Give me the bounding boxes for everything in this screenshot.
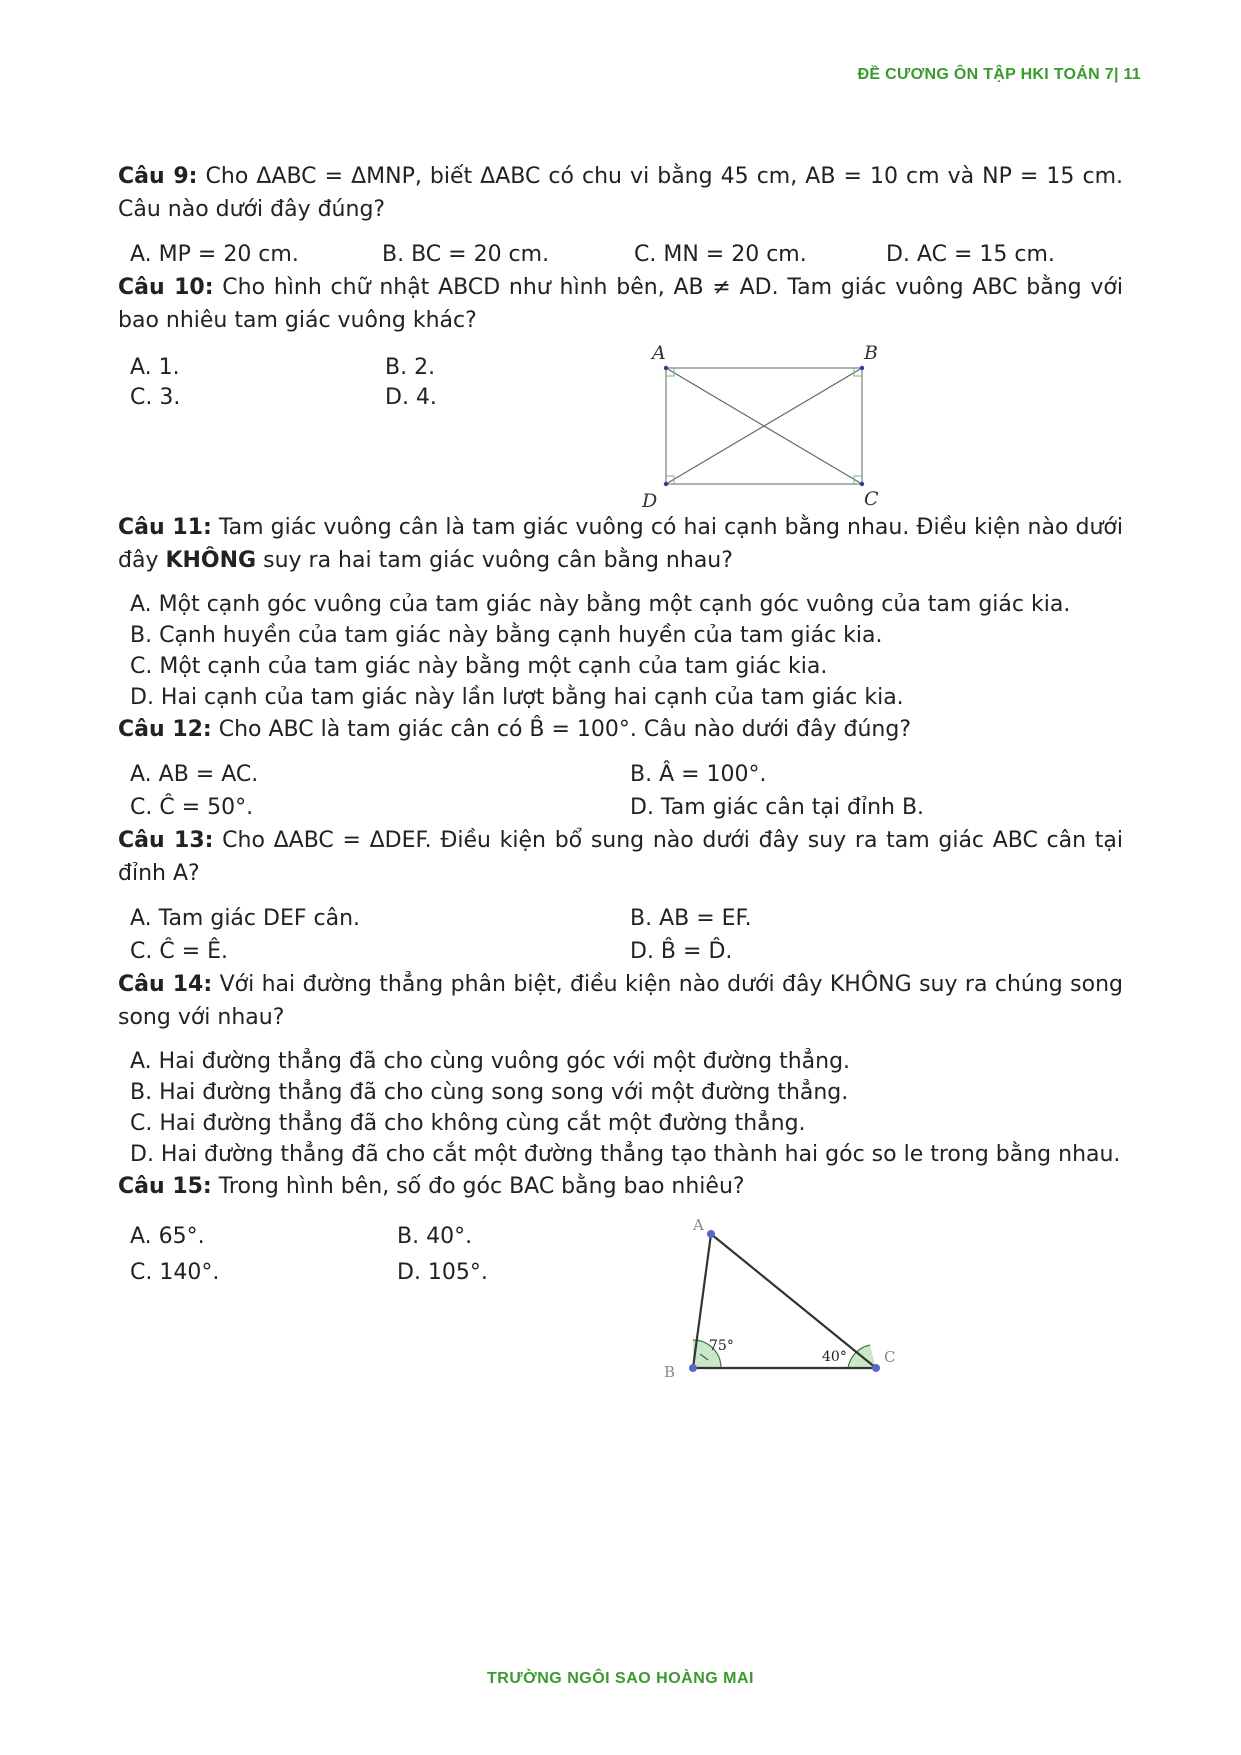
question-9 (118, 160, 1123, 271)
option-c: C. MN = 20 cm. (634, 242, 807, 267)
option-a: A. Tam giác DEF cân. (130, 906, 361, 931)
triangle-figure (664, 1210, 944, 1410)
option-d: D. AC = 15 cm. (886, 242, 1055, 267)
question-13 (118, 824, 1123, 968)
option-c: C. Hai đường thẳng đã cho không cùng cắt một đường thẳng. (130, 1111, 806, 1136)
option-d: D. 105°. (397, 1260, 488, 1285)
vertex-label-d: D (642, 490, 658, 512)
question-10 (118, 271, 1123, 511)
question-text: Với hai đường thẳng phân biệt, điều kiện nào dưới đây KHÔNG suy ra chúng song song với nhau? (118, 972, 1123, 1030)
question-text: Cho hình chữ nhật ABCD như hình bên, AB ≠ AD. Tam giác vuông ABC bằng với bao nhiêu tam giác vuông khác? (118, 275, 1123, 333)
question-label: Câu 10: (118, 275, 214, 300)
question-12 (118, 713, 1123, 824)
question-text: Tam giác vuông cân là tam giác vuông có hai cạnh bằng nhau. Điều kiện nào dưới đây (118, 515, 1123, 573)
option-d: D. Tam giác cân tại đỉnh B. (630, 795, 925, 820)
option-b: B. Cạnh huyền của tam giác này bằng cạnh huyền của tam giác kia. (130, 623, 883, 648)
option-b: B. BC = 20 cm. (382, 242, 550, 267)
vertex-label-a: A (693, 1216, 704, 1234)
vertex-label-a: A (652, 343, 666, 364)
option-d: D. Hai đường thẳng đã cho cắt một đường thẳng tạo thành hai góc so le trong bằng nhau. (130, 1142, 1121, 1167)
options (130, 902, 1123, 968)
options (130, 758, 1123, 824)
vertex-label-c: C (864, 488, 879, 510)
option-a: A. 65°. (130, 1224, 205, 1249)
option-b: B. AB = EF. (630, 906, 752, 931)
option-a: A. Hai đường thẳng đã cho cùng vuông góc với một đường thẳng. (130, 1049, 851, 1074)
options (130, 238, 1123, 271)
question-label: Câu 12: (118, 717, 212, 742)
option-b: B. 2. (385, 355, 436, 380)
option-b: B. Â = 100°. (630, 762, 767, 787)
option-a: A. AB = AC. (130, 762, 259, 787)
question-text-cont: suy ra hai tam giác vuông cân bằng nhau? (256, 548, 733, 573)
vertex-label-b: B (664, 1363, 676, 1381)
option-a: A. MP = 20 cm. (130, 242, 299, 267)
question-11 (118, 511, 1123, 713)
angle-label-c: 40° (822, 1349, 847, 1365)
vertex-label-b: B (864, 343, 878, 364)
option-c: C. Ĉ = Ê. (130, 939, 229, 964)
option-c: C. 3. (130, 385, 181, 410)
question-text: Cho ABC là tam giác cân có B̂ = 100°. Câu nào dưới đây đúng? (211, 717, 911, 742)
question-label: Câu 15: (118, 1174, 212, 1199)
option-b: B. Hai đường thẳng đã cho cùng song song với một đường thẳng. (130, 1080, 849, 1105)
page-footer: TRƯỜNG NGÔI SAO HOÀNG MAI (487, 1670, 754, 1687)
option-a: A. Một cạnh góc vuông của tam giác này bằng một cạnh góc vuông của tam giác kia. (130, 592, 1071, 617)
page-header: ĐỀ CƯƠNG ÔN TẬP HKI TOÁN 7| 11 (857, 66, 1141, 83)
question-14 (118, 968, 1123, 1170)
question-label: Câu 9: (118, 164, 198, 189)
options (130, 589, 1123, 713)
option-c: C. Ĉ = 50°. (130, 795, 254, 820)
question-label: Câu 11: (118, 515, 212, 540)
option-c: C. Một cạnh của tam giác này bằng một cạnh của tam giác kia. (130, 654, 828, 679)
emphasis: KHÔNG (165, 548, 257, 573)
content (118, 160, 1123, 1400)
option-a: A. 1. (130, 355, 180, 380)
angle-label-b: 75° (709, 1338, 734, 1354)
question-text: Trong hình bên, số đo góc BAC bằng bao nhiêu? (211, 1174, 745, 1199)
option-d: D. 4. (385, 385, 437, 410)
options (130, 1219, 1123, 1291)
option-b: B. 40°. (397, 1224, 473, 1249)
rectangle-figure (630, 343, 900, 513)
options (130, 1046, 1123, 1170)
question-text: Cho ΔABC = ΔDEF. Điều kiện bổ sung nào dưới đây suy ra tam giác ABC cân tại đỉnh A? (118, 828, 1123, 886)
vertex-label-c: C (884, 1348, 896, 1366)
option-d: D. Hai cạnh của tam giác này lần lượt bằng hai cạnh của tam giác kia. (130, 685, 904, 710)
question-label: Câu 13: (118, 828, 214, 853)
option-d: D. B̂ = D̂. (630, 939, 733, 964)
option-c: C. 140°. (130, 1260, 220, 1285)
question-15 (118, 1170, 1123, 1400)
options (130, 353, 1123, 413)
question-text: Cho ΔABC = ΔMNP, biết ΔABC có chu vi bằng 45 cm, AB = 10 cm và NP = 15 cm. Câu nào dưới đây đúng? (118, 164, 1123, 222)
question-label: Câu 14: (118, 972, 213, 997)
